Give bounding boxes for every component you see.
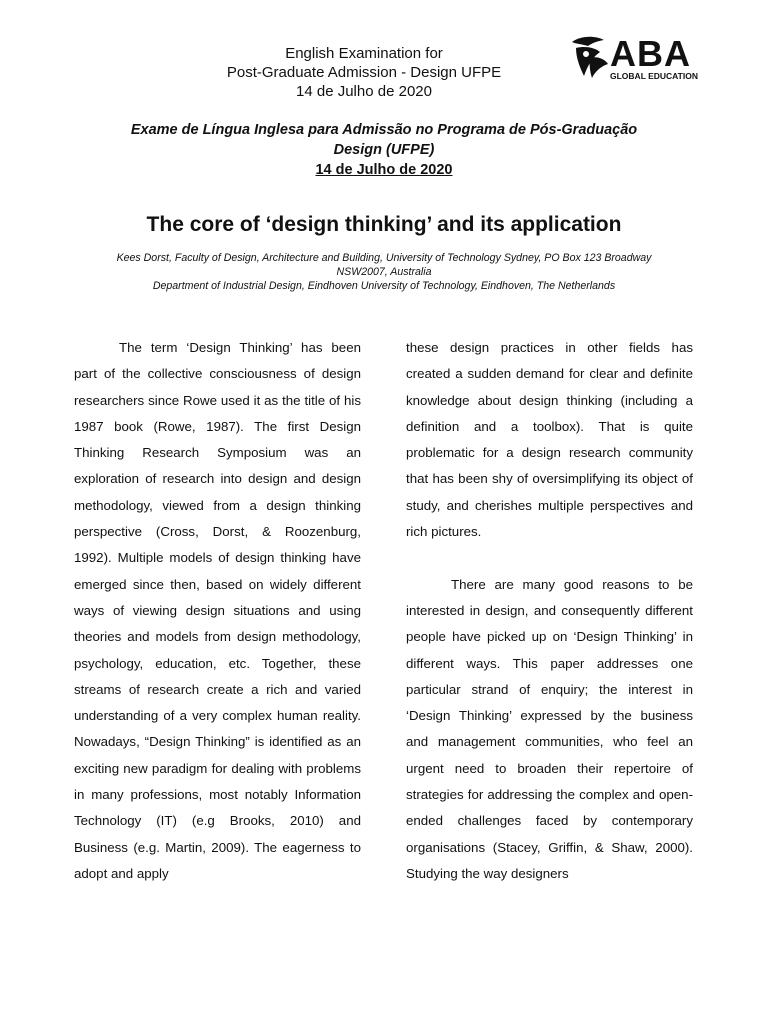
article-title: The core of ‘design thinking’ and its application <box>146 213 622 236</box>
aba-logo-icon <box>566 34 612 84</box>
paragraph-spacer <box>406 545 693 571</box>
exam-header-line1: English Examination for <box>285 45 443 62</box>
aba-logo <box>566 34 706 86</box>
exam-header-date: 14 de Julho de 2020 <box>296 83 432 100</box>
exam-header-line2: Post-Graduate Admission - Design UFPE <box>226 64 502 81</box>
affiliation-line2: NSW2007, Australia <box>336 266 432 278</box>
aba-subtitle: GLOBAL EDUCATION <box>610 71 698 81</box>
right-column <box>406 335 693 887</box>
affiliation-line1: Kees Dorst, Faculty of Design, Architecture and Building, University of Technology Sydney, PO Box 123 Broadway <box>116 252 652 264</box>
affiliation-line3: Department of Industrial Design, Eindhoven University of Technology, Eindhoven, The Netherlands <box>152 280 616 292</box>
right-paragraph-1: these design practices in other fields has created a sudden demand for clear and definite knowledge about design thinking (including a definition and a toolbox). That is quite problematic for a design research community that has been shy of oversimplifying its object of study, and cherishes multiple perspectives and rich pictures. <box>406 340 693 540</box>
left-column <box>74 335 361 887</box>
exam-header <box>200 44 528 101</box>
portuguese-header <box>90 120 678 180</box>
portuguese-header-line1: Exame de Língua Inglesa para Admissão no Programa de Pós-Graduação <box>130 122 638 138</box>
author-affiliation <box>80 251 688 293</box>
portuguese-header-date: 14 de Julho de 2020 <box>315 162 453 178</box>
right-paragraph-2: There are many good reasons to be interested in design, and consequently different people have picked up on ‘Design Thinking’ in different ways. This paper addresses one particular strand of enquiry; the interest in ‘Design Thinking’ expressed by the business and management communities, who feel an urgent need to broaden their repertoire of strategies for addressing the complex and open-ended challenges faced by contemporary organisations (Stacey, Griffin, & Shaw, 2000). Studying the way designers <box>406 576 693 881</box>
left-paragraph: The term ‘Design Thinking’ has been part of the collective consciousness of design researchers since Rowe used it as the title of his 1987 book (Rowe, 1987). The first Design Thinking Research Symposium was an exploration of research into design and design methodology, viewed from a design thinking perspective (Cross, Dorst, & Roozenburg, 1992). Multiple models of design thinking have emerged since then, based on widely different ways of viewing design situations and using theories and models from design methodology, psychology, education, etc. Together, these streams of research create a rich and varied understanding of a very complex human reality. Nowadays, “Design Thinking” is identified as an exciting new paradigm for dealing with problems in many professions, most notably Information Technology (IT) (e.g Brooks, 2010) and Business (e.g. Martin, 2009). The eagerness to adopt and apply <box>74 340 361 881</box>
aba-wordmark: ABA <box>610 33 691 74</box>
portuguese-header-line2: Design (UFPE) <box>333 142 435 158</box>
